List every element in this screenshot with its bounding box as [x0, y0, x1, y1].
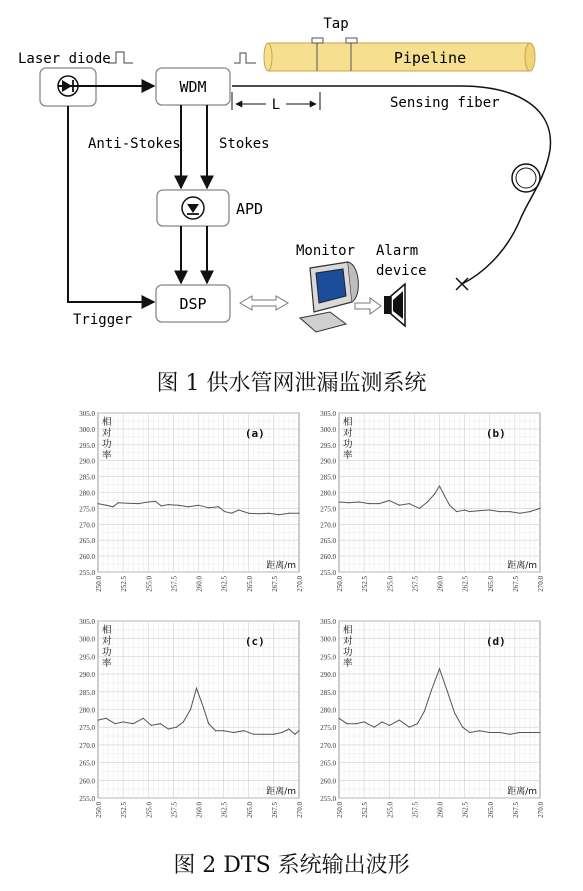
data-point: [419, 508, 420, 509]
y-tick-label: 260.0: [320, 777, 336, 786]
y-tick-label: 285.0: [320, 473, 336, 482]
x-axis-label: 距离/m: [507, 561, 537, 571]
data-point: [462, 727, 463, 728]
data-point: [338, 718, 339, 719]
data-point: [469, 732, 470, 733]
y-tick-label: 255.0: [79, 569, 95, 577]
data-point: [479, 730, 480, 731]
wdm-label: WDM: [179, 78, 207, 96]
x-tick-label: 262.5: [461, 576, 470, 592]
data-point: [454, 712, 455, 713]
data-point: [258, 513, 259, 514]
y-axis-label: 对: [102, 636, 112, 647]
data-point: [178, 505, 179, 506]
data-point: [431, 689, 432, 690]
data-point: [456, 511, 457, 512]
y-tick-label: 255.0: [320, 569, 336, 577]
data-point: [188, 506, 189, 507]
y-tick-label: 290.0: [320, 671, 336, 680]
data-point: [148, 501, 149, 502]
y-tick-label: 305.0: [320, 410, 336, 418]
data-point: [263, 734, 264, 735]
fiber-coil-icon: [512, 164, 540, 192]
x-tick-label: 257.5: [411, 576, 420, 592]
data-point: [223, 730, 224, 731]
data-point: [112, 506, 113, 507]
data-point: [355, 723, 356, 724]
monitor-label: Monitor: [296, 243, 356, 259]
length-l-label: L: [271, 97, 281, 113]
data-point: [281, 732, 282, 733]
y-axis-label: 率: [343, 450, 353, 461]
data-point: [298, 513, 299, 514]
chart-panel-a: [68, 408, 304, 608]
data-point: [479, 510, 480, 511]
data-point: [253, 734, 254, 735]
x-tick-label: 267.5: [270, 576, 279, 592]
data-point: [128, 503, 129, 504]
y-tick-label: 305.0: [79, 410, 95, 418]
chart-panel-d: [309, 616, 545, 834]
pulse-icon: [108, 52, 133, 63]
data-point: [519, 732, 520, 733]
x-tick-label: 265.0: [486, 802, 495, 818]
alarm-label-line1: Alarm: [376, 243, 419, 259]
alarm-label-line2: device: [376, 263, 427, 279]
data-point: [499, 511, 500, 512]
data-point: [359, 501, 360, 502]
x-tick-label: 262.5: [220, 802, 229, 818]
x-tick-label: 252.5: [361, 802, 370, 818]
x-tick-label: 250.0: [336, 576, 344, 592]
y-tick-label: 280.0: [79, 489, 95, 498]
data-point: [499, 732, 500, 733]
data-point: [509, 734, 510, 735]
x-axis-label: 距离/m: [266, 561, 296, 571]
data-point: [464, 509, 465, 510]
y-tick-label: 270.0: [320, 521, 336, 530]
data-point: [238, 509, 239, 510]
x-tick-label: 260.0: [195, 576, 204, 592]
stokes-label: Stokes: [219, 136, 270, 152]
y-axis-label: 对: [343, 636, 353, 647]
data-point: [203, 707, 204, 708]
data-point: [105, 505, 106, 506]
data-point: [374, 727, 375, 728]
x-tick-label: 260.0: [436, 576, 445, 592]
data-point: [105, 718, 106, 719]
data-point: [519, 513, 520, 514]
x-tick-label: 262.5: [220, 576, 229, 592]
x-tick-label: 257.5: [170, 576, 179, 592]
y-axis-label: 相: [343, 417, 353, 428]
x-axis-label: 距离/m: [507, 787, 537, 797]
y-axis-label: 率: [102, 450, 112, 461]
data-point: [231, 513, 232, 514]
data-point: [176, 727, 177, 728]
y-tick-label: 300.0: [79, 635, 95, 644]
data-point: [138, 503, 139, 504]
x-tick-label: 267.5: [511, 802, 520, 818]
data-point: [399, 505, 400, 506]
y-tick-label: 260.0: [320, 553, 336, 562]
data-point: [114, 723, 115, 724]
y-tick-label: 265.0: [79, 537, 95, 546]
y-tick-label: 270.0: [79, 521, 95, 530]
data-point: [489, 732, 490, 733]
y-tick-label: 275.0: [320, 724, 336, 733]
tap-label: Tap: [323, 16, 349, 32]
data-point: [434, 493, 435, 494]
y-axis-label: 功: [102, 647, 112, 658]
figure-1-caption: 图 1 供水管网泄漏监测系统: [156, 371, 427, 396]
waveform-chart-d: [309, 616, 545, 834]
waveform-chart-a: [68, 408, 304, 608]
x-tick-label: 257.5: [170, 802, 179, 818]
x-tick-label: 270.0: [296, 576, 304, 592]
data-point: [409, 503, 410, 504]
y-tick-label: 275.0: [79, 724, 95, 733]
chart-panel-b: [309, 408, 545, 608]
x-tick-label: 250.0: [95, 576, 103, 592]
y-tick-label: 280.0: [320, 489, 336, 498]
y-axis-label: 率: [343, 658, 353, 669]
data-point: [97, 503, 98, 504]
y-tick-label: 300.0: [320, 425, 336, 434]
x-tick-label: 250.0: [336, 802, 344, 818]
data-point: [97, 720, 98, 721]
data-point: [294, 734, 295, 735]
data-point: [233, 732, 234, 733]
y-tick-label: 270.0: [79, 741, 95, 750]
data-point: [447, 691, 448, 692]
data-point: [298, 730, 299, 731]
y-tick-label: 295.0: [320, 653, 336, 662]
data-point: [529, 511, 530, 512]
y-tick-label: 290.0: [320, 457, 336, 466]
apd-label: APD: [236, 200, 264, 218]
y-tick-label: 280.0: [79, 706, 95, 715]
y-tick-label: 300.0: [79, 425, 95, 434]
y-tick-label: 285.0: [320, 688, 336, 697]
data-point: [248, 513, 249, 514]
monitor-alarm-link: [355, 298, 381, 314]
x-tick-label: 265.0: [486, 576, 495, 592]
data-point: [278, 514, 279, 515]
y-axis-label: 功: [343, 647, 353, 658]
data-point: [369, 503, 370, 504]
y-axis-label: 相: [102, 625, 112, 636]
computer-monitor-icon: [300, 262, 358, 332]
y-axis-label: 对: [102, 428, 112, 439]
y-tick-label: 300.0: [320, 635, 336, 644]
data-point: [489, 509, 490, 510]
panel-label: (d): [485, 635, 506, 648]
data-point: [338, 501, 339, 502]
data-point: [143, 718, 144, 719]
x-tick-label: 270.0: [537, 576, 545, 592]
data-point: [268, 513, 269, 514]
x-tick-label: 252.5: [361, 576, 370, 592]
data-point: [529, 732, 530, 733]
y-tick-label: 305.0: [79, 618, 95, 626]
y-tick-label: 290.0: [79, 457, 95, 466]
data-point: [168, 728, 169, 729]
x-tick-label: 250.0: [95, 802, 103, 818]
panel-label: (c): [244, 635, 265, 648]
figure-2-caption: 图 2 DTS 系统输出波形: [173, 853, 410, 878]
x-tick-label: 255.0: [145, 576, 154, 592]
y-axis-label: 相: [102, 417, 112, 428]
y-tick-label: 265.0: [79, 759, 95, 768]
y-axis-label: 功: [102, 439, 112, 450]
y-tick-label: 285.0: [79, 688, 95, 697]
y-tick-label: 275.0: [320, 505, 336, 514]
panel-label: (a): [244, 427, 265, 440]
data-point: [539, 508, 540, 509]
data-point: [364, 721, 365, 722]
y-tick-label: 305.0: [320, 618, 336, 626]
data-point: [389, 725, 390, 726]
x-tick-label: 252.5: [120, 576, 129, 592]
y-tick-label: 275.0: [79, 505, 95, 514]
x-tick-label: 267.5: [511, 576, 520, 592]
data-point: [118, 502, 119, 503]
data-point: [133, 723, 134, 724]
x-tick-label: 252.5: [120, 802, 129, 818]
panel-label: (b): [485, 427, 506, 440]
data-point: [509, 511, 510, 512]
y-axis-label: 相: [343, 625, 353, 636]
y-tick-label: 285.0: [79, 473, 95, 482]
y-tick-label: 265.0: [320, 759, 336, 768]
pulse-icon: [234, 53, 256, 63]
y-tick-label: 280.0: [320, 706, 336, 715]
data-point: [346, 723, 347, 724]
data-point: [409, 727, 410, 728]
y-tick-label: 260.0: [79, 553, 95, 562]
chart-panel-c: [68, 616, 304, 834]
y-axis-label: 率: [102, 658, 112, 669]
x-tick-label: 267.5: [270, 802, 279, 818]
data-point: [160, 723, 161, 724]
data-point: [198, 505, 199, 506]
data-point: [161, 505, 162, 506]
data-point: [539, 732, 540, 733]
alarm-speaker-icon: [384, 284, 405, 326]
data-point: [168, 504, 169, 505]
x-tick-label: 265.0: [245, 802, 254, 818]
fiber-end-icon: [456, 278, 468, 290]
data-point: [382, 721, 383, 722]
dsp-label: DSP: [179, 295, 207, 313]
x-tick-label: 257.5: [411, 802, 420, 818]
waveform-chart-b: [309, 408, 545, 608]
data-point: [208, 507, 209, 508]
y-tick-label: 295.0: [79, 653, 95, 662]
y-tick-label: 255.0: [320, 795, 336, 803]
x-tick-label: 260.0: [436, 802, 445, 818]
data-point: [439, 668, 440, 669]
data-point: [389, 500, 390, 501]
data-point: [417, 723, 418, 724]
x-tick-label: 270.0: [296, 802, 304, 818]
sensing-fiber-label: Sensing fiber: [390, 95, 500, 111]
y-tick-label: 295.0: [79, 441, 95, 450]
data-point: [243, 730, 244, 731]
data-point: [218, 506, 219, 507]
y-tick-label: 255.0: [79, 795, 95, 803]
y-tick-label: 260.0: [79, 777, 95, 786]
x-axis-label: 距离/m: [266, 787, 296, 797]
data-point: [183, 721, 184, 722]
anti-stokes-label: Anti-Stokes: [88, 136, 181, 152]
trigger-label: Trigger: [73, 312, 133, 328]
data-point: [288, 513, 289, 514]
y-tick-label: 295.0: [320, 441, 336, 450]
pipeline-label: Pipeline: [393, 49, 467, 67]
data-point: [424, 711, 425, 712]
x-tick-label: 270.0: [537, 802, 545, 818]
data-point: [208, 723, 209, 724]
data-point: [155, 501, 156, 502]
y-tick-label: 290.0: [79, 671, 95, 680]
data-point: [449, 505, 450, 506]
data-point: [469, 511, 470, 512]
data-point: [123, 721, 124, 722]
dsp-monitor-link: [240, 296, 288, 310]
photodiode-icon: [182, 197, 204, 219]
system-diagram: [0, 0, 583, 360]
y-axis-label: 功: [343, 439, 353, 450]
data-point: [379, 503, 380, 504]
x-tick-label: 265.0: [245, 576, 254, 592]
data-point: [151, 725, 152, 726]
data-point: [439, 486, 440, 487]
data-point: [288, 728, 289, 729]
y-axis-label: 对: [343, 428, 353, 439]
data-point: [190, 709, 191, 710]
data-point: [215, 730, 216, 731]
x-tick-label: 255.0: [386, 802, 395, 818]
laser-diode-label: Laser diode: [18, 51, 111, 67]
x-tick-label: 260.0: [195, 802, 204, 818]
data-point: [427, 501, 428, 502]
x-tick-label: 255.0: [145, 802, 154, 818]
waveform-chart-c: [68, 616, 304, 834]
y-tick-label: 270.0: [320, 741, 336, 750]
data-point: [348, 502, 349, 503]
x-tick-label: 262.5: [461, 802, 470, 818]
data-point: [444, 495, 445, 496]
x-tick-label: 255.0: [386, 576, 395, 592]
data-point: [273, 734, 274, 735]
data-point: [224, 511, 225, 512]
data-point: [196, 688, 197, 689]
data-point: [399, 720, 400, 721]
y-tick-label: 265.0: [320, 537, 336, 546]
